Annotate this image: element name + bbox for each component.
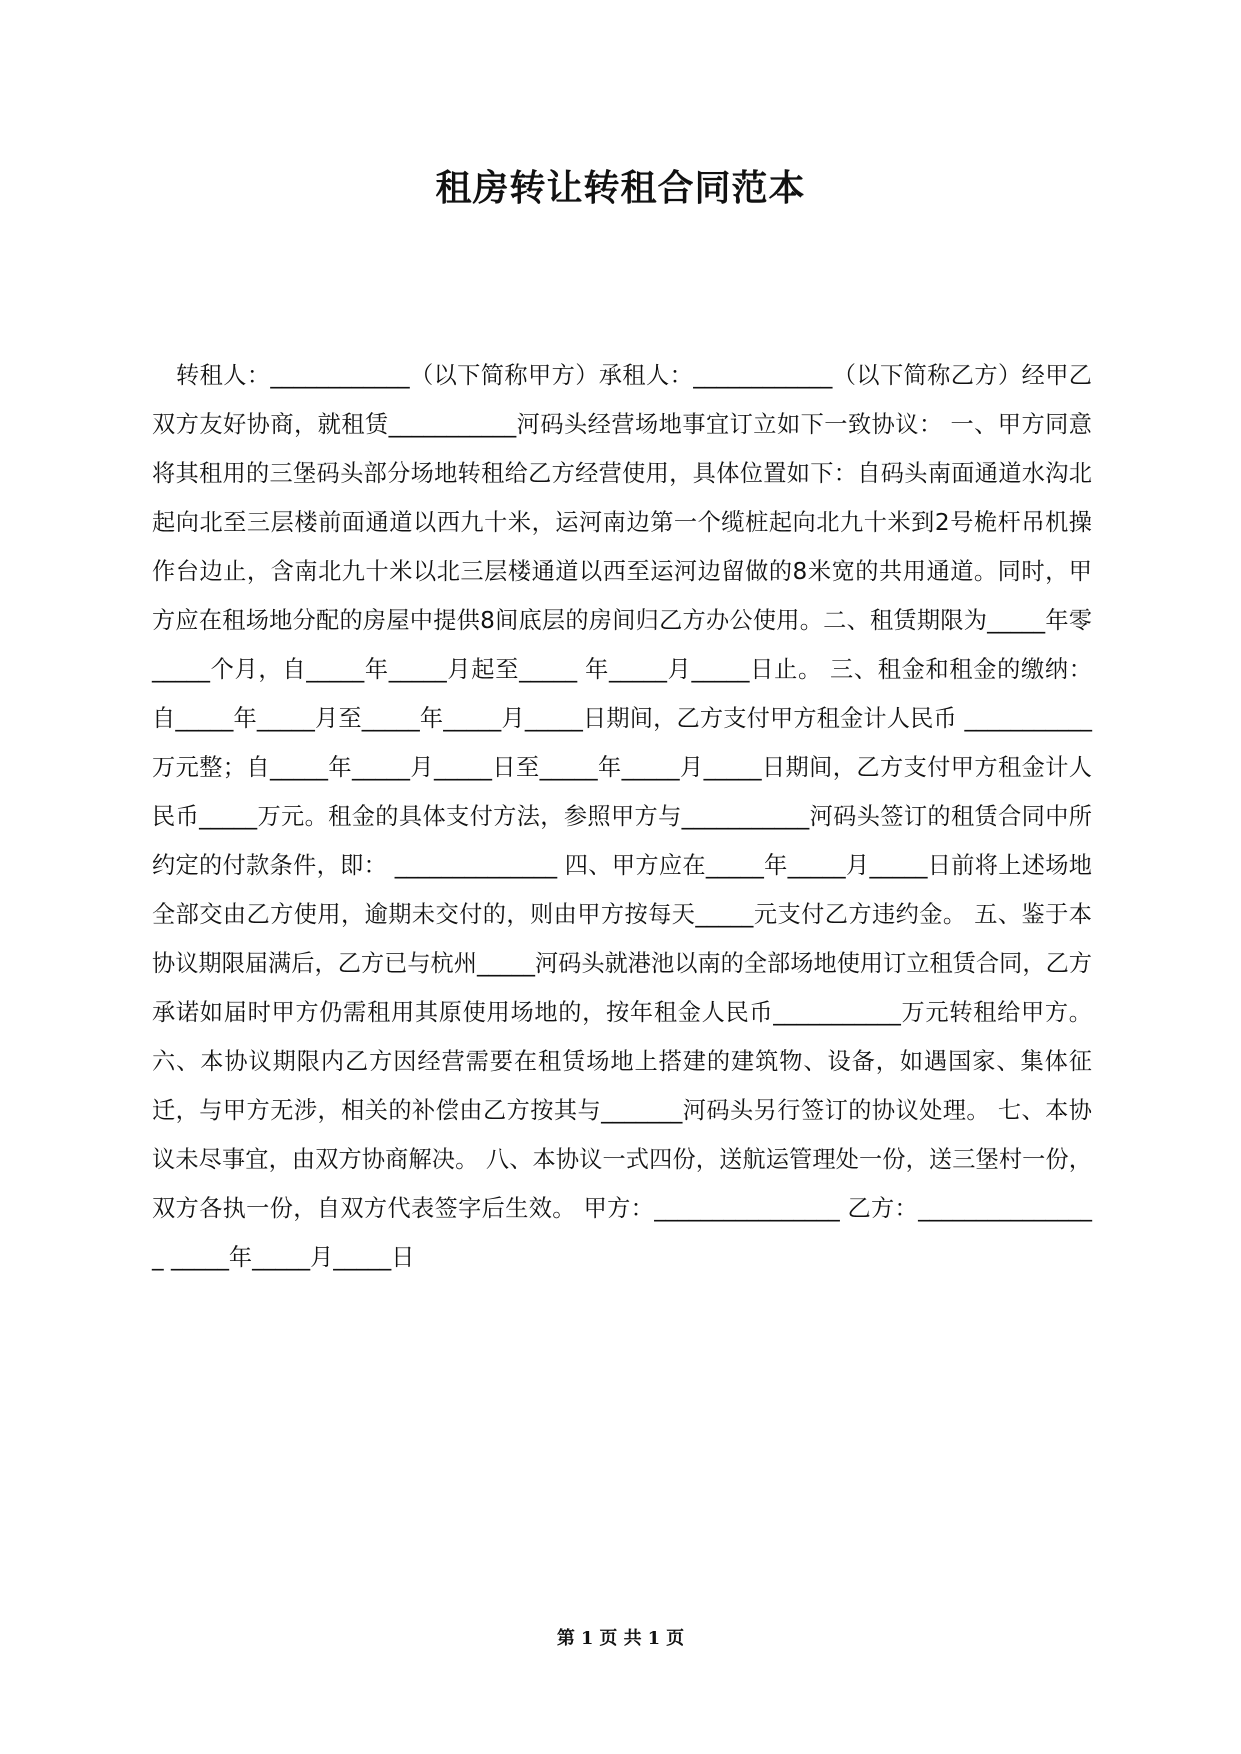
footer-prefix: 第 xyxy=(556,1628,575,1649)
document-title: 租房转让转租合同范本 xyxy=(435,168,806,209)
page-footer xyxy=(0,1624,1241,1650)
footer-middle: 页 共 xyxy=(599,1628,642,1649)
footer-current-page: 1 xyxy=(580,1628,594,1649)
footer-suffix: 页 xyxy=(666,1628,685,1649)
contract-body: 转租人：____________（以下简称甲方）承租人：____________（以下简称乙方）经甲乙双方友好协商，就租赁___________河码头经营场地事宜订立如下一致协议： 一、甲方同意将其租用的三堡码头部分场地转租给乙方经营使用，具体位置如下：自码头南面通道水沟北起向北至三层楼前面通道以西九十米，运河南边第一个缆桩起向北九十米到2号桅杆吊机操作台边止，含南北九十米以北三层楼通道以西至运河边留做的8米宽的共用通道。同时，甲方应在租场地分配的房屋中提供8间底层的房间归乙方办公使用。二、租赁期限为_____年零_____个月，自_____年_____月起至_____ 年_____月_____日止。 三、租金和租金的缴纳：自_____年_____月至_____年_____月_____日期间，乙方支付甲方租金计人民币 ___________万元整；自_____年_____月_____日至_____年_____月_____日期间，乙方支付甲方租金计人民币_____万元。租金的具体支付方法，参照甲方与___________河码头签订的租赁合同中所约定的付款条件，即： ______________ 四、甲方应在_____年_____月_____日前将上述场地全部交由乙方使用，逾期未交付的，则由甲方按每天_____元支付乙方违约金。 五、鉴于本协议期限届满后，乙方已与杭州_____河码头就港池以南的全部场地使用订立租赁合同，乙方承诺如届时甲方仍需租用其原使用场地的，按年租金人民币___________万元转租给甲方。 六、本协议期限内乙方因经营需要在租赁场地上搭建的建筑物、设备，如遇国家、集体征迁，与甲方无涉，相关的补偿由乙方按其与_______河码头另行签订的协议处理。 七、本协议未尽事宜，由双方协商解决。 八、本协议一式四份，送航运管理处一份，送三堡村一份，双方各执一份，自双方代表签字后生效。 甲方：________________ 乙方：________________ _____年_____月_____日 xyxy=(152,362,1100,1271)
footer-total-pages: 1 xyxy=(647,1628,661,1649)
